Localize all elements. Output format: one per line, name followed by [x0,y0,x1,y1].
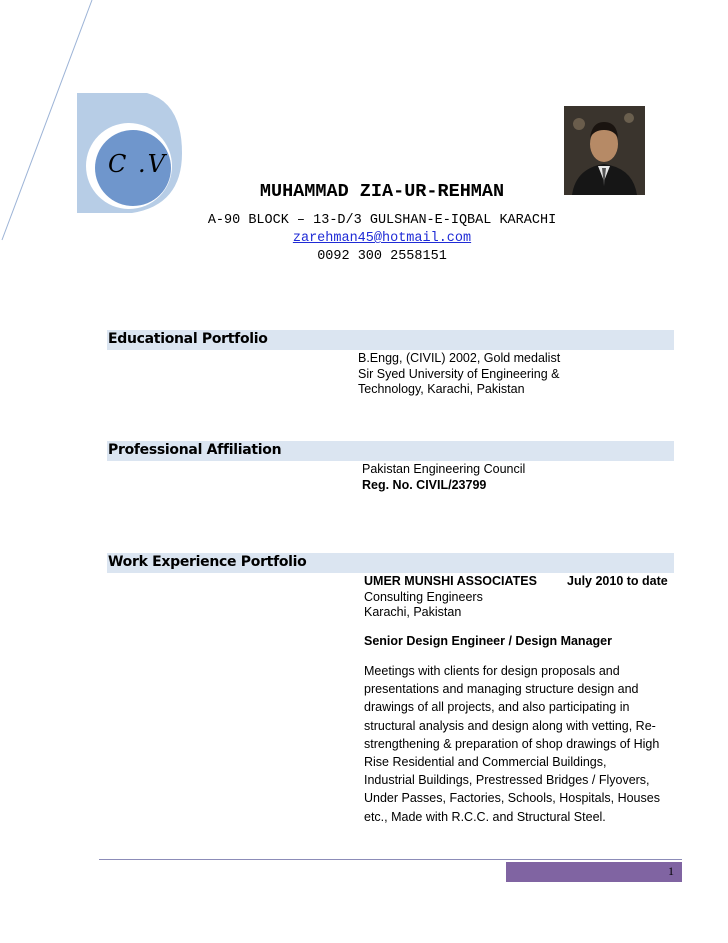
page-number: 1 [668,864,674,878]
footer-divider [99,859,682,860]
work-description-line: Under Passes, Factories, Schools, Hospitals, Houses [364,791,660,806]
affiliation-reg-number: Reg. No. CIVIL/23799 [362,478,487,492]
work-description-line: drawings of all projects, and also participating in [364,700,630,715]
work-period: July 2010 to date [567,574,668,588]
work-description-line: presentations and managing structure design and [364,682,639,697]
work-description-line: etc., Made with R.C.C. and Structural Steel. [364,809,606,824]
work-description-line: Meetings with clients for design proposals and [364,664,620,678]
address: A-90 BLOCK – 13-D/3 GULSHAN-E-IQBAL KARACHI [207,213,557,228]
phone-number: 0092 300 2558151 [317,249,447,264]
section-title-education: Educational Portfolio [108,331,268,347]
education-degree: B.Engg, (CIVIL) 2002, Gold medalist [358,351,561,365]
section-title-work: Work Experience Portfolio [108,554,307,570]
work-description-line: structural analysis and design along with vetting, Re- [364,718,656,733]
email-link[interactable]: zarehman45@hotmail.com [292,231,472,246]
section-title-affiliation: Professional Affiliation [108,442,282,458]
work-role: Senior Design Engineer / Design Manager [364,634,612,648]
affiliation-council: Pakistan Engineering Council [362,462,526,476]
work-description-line: Rise Residential and Commercial Buildings, [364,755,607,770]
cv-logo-text: C .V [108,150,167,178]
work-company-type: Consulting Engineers [364,590,483,604]
work-description-line: strengthening & preparation of shop drawings of High [364,736,660,751]
work-description-line: Industrial Buildings, Prestressed Bridges / Flyovers, [364,773,650,788]
candidate-name: MUHAMMAD ZIA-UR-REHMAN [259,181,505,202]
education-location: Technology, Karachi, Pakistan [358,382,525,396]
work-company: UMER MUNSHI ASSOCIATES [364,574,537,588]
footer-bar [506,862,682,882]
education-university: Sir Syed University of Engineering & [358,367,560,381]
work-description [364,662,676,826]
work-location: Karachi, Pakistan [364,605,462,619]
